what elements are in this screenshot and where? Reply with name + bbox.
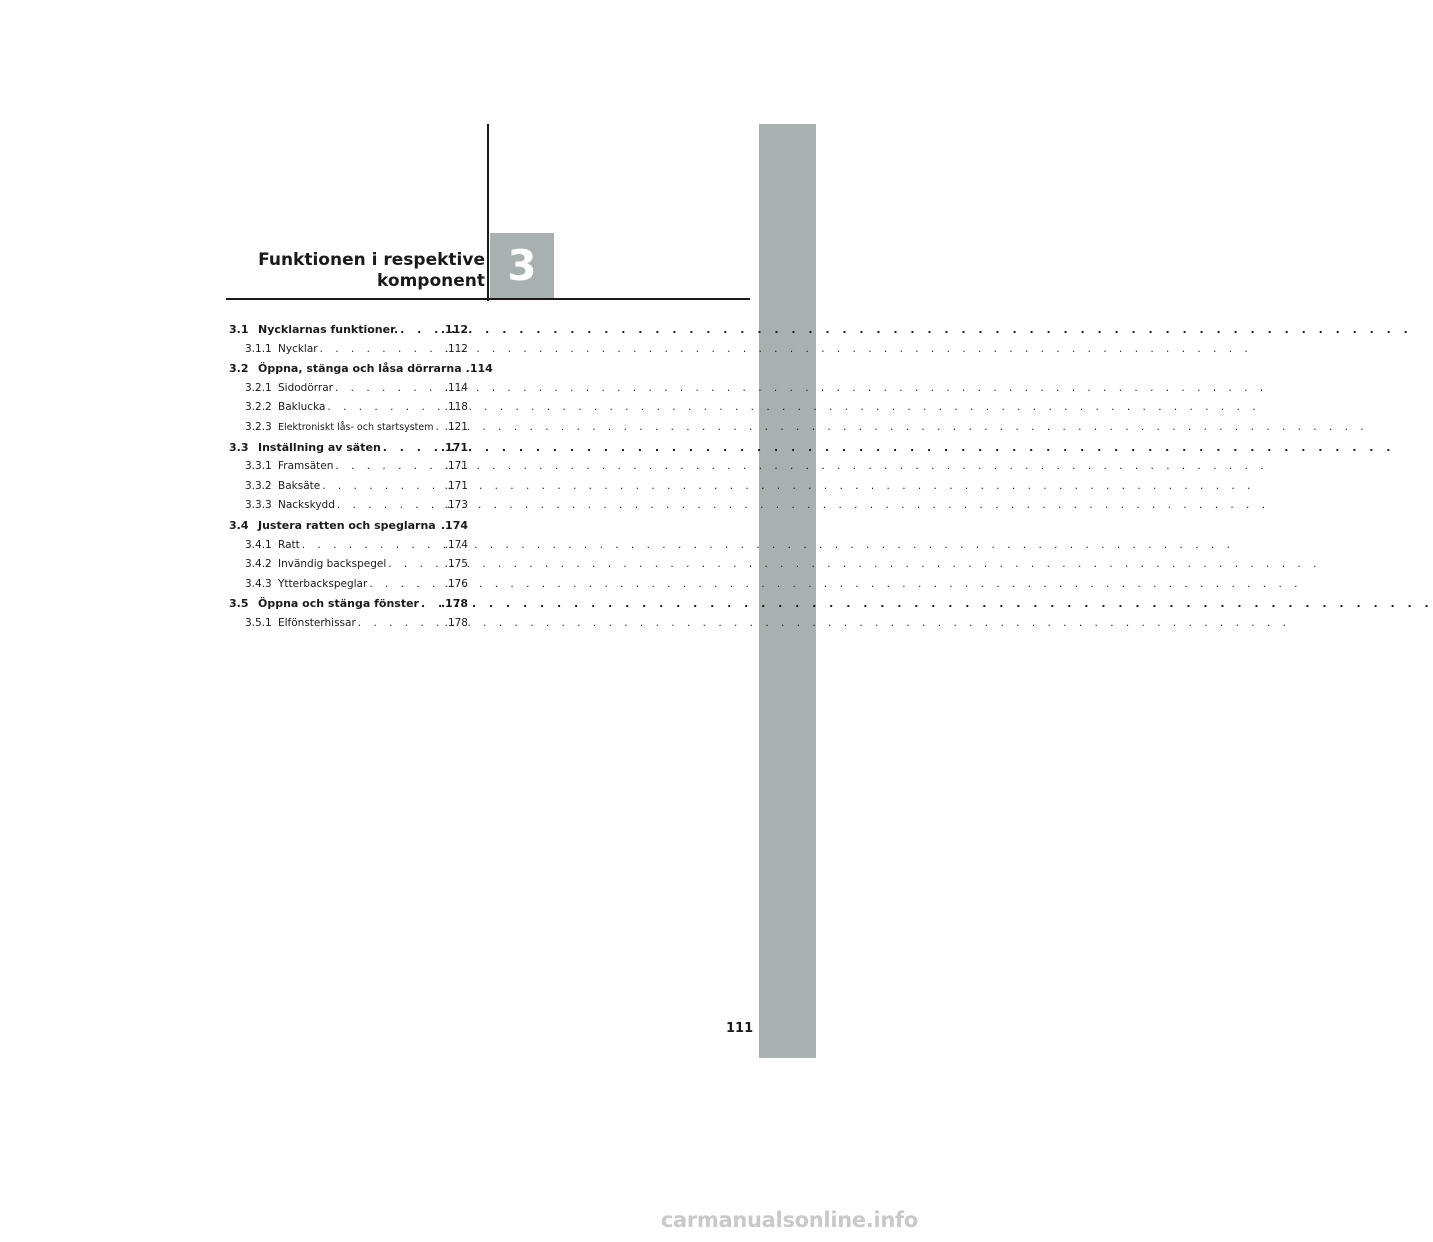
toc-entry[interactable] (229, 457, 468, 477)
toc-leader-dots (327, 398, 442, 418)
toc-leader-dots (438, 516, 439, 536)
toc-leader-dots (435, 418, 442, 438)
toc-entry[interactable] (229, 477, 468, 497)
toc-entry-number: 3.4.3 (245, 577, 272, 590)
chapter-title-line2: komponent (377, 271, 485, 291)
toc-entry-page: .114 (444, 381, 468, 394)
toc-entry-page: .171 (440, 440, 468, 454)
toc-entry[interactable] (229, 536, 468, 556)
toc-entry-number: 3.3.2 (245, 479, 272, 492)
toc-entry[interactable] (229, 516, 468, 536)
toc-leader-dots (388, 555, 442, 575)
toc-entry[interactable] (229, 418, 468, 438)
toc-entry-number: 3.1 (229, 323, 249, 336)
watermark: carmanualsonline.info (660, 1208, 918, 1232)
toc-entry-number: 3.2.2 (245, 401, 272, 414)
toc-entry-number: 3.2.3 (245, 420, 272, 433)
toc-entry-number: 3.4.2 (245, 558, 272, 571)
chapter-number-box (490, 233, 554, 298)
toc-entry-number: 3.4.1 (245, 538, 272, 551)
toc-leader-dots (421, 594, 439, 614)
chapter-number: 3 (507, 241, 537, 290)
toc-entry-page: .112 (444, 342, 468, 355)
toc-entry[interactable] (229, 320, 468, 340)
toc-leader-dots (358, 614, 443, 634)
toc-leader-dots (320, 340, 443, 360)
toc-entry-page: .114 (465, 362, 493, 376)
chapter-title-line1: Funktionen i respektive (258, 250, 485, 270)
toc-entry-label: Justera ratten och speglarna (258, 518, 436, 532)
toc-entry-number: 3.3.1 (245, 460, 272, 473)
toc-entry-page: .176 (444, 577, 468, 590)
toc-entry-number: 3.4 (229, 518, 249, 532)
toc-entry-page: .175 (444, 558, 468, 571)
toc-entry[interactable] (229, 594, 468, 614)
toc-entry[interactable] (229, 398, 468, 418)
toc-entry-label: Nycklar (278, 342, 318, 355)
toc-entry-label: Nackskydd (278, 499, 335, 512)
chapter-side-tab (759, 124, 816, 1058)
toc-entry-page: .178 (444, 616, 468, 629)
toc-entry-number: 3.3.3 (245, 499, 272, 512)
page-number: 111 (726, 1021, 754, 1036)
toc-leader-dots (335, 379, 443, 399)
toc-entry-label: Sidodörrar (278, 381, 333, 394)
toc-entry-label: Inställning av säten (258, 440, 381, 454)
toc-leader-dots (369, 575, 442, 595)
toc-entry[interactable] (229, 359, 493, 379)
toc-entry-number: 3.2 (229, 362, 249, 376)
toc-entry-page: .171 (444, 479, 468, 492)
toc-entry[interactable] (229, 614, 468, 634)
toc-entry-page: .178 (440, 597, 468, 611)
toc-entry-number: 3.5 (229, 597, 249, 611)
toc-leader-dots (322, 477, 442, 497)
toc-entry[interactable] (229, 496, 468, 516)
toc-entry-label: Framsäten (278, 460, 334, 473)
toc-entry-number: 3.1.1 (245, 342, 272, 355)
toc-leader-dots (400, 320, 439, 340)
toc-entry-label: Baksäte (278, 479, 321, 492)
toc-leader-dots (335, 457, 442, 477)
toc-entry-number: 3.5.1 (245, 616, 272, 629)
toc-entry-label: Ytterbackspeglar (278, 577, 368, 590)
toc-entry-label: Öppna och stänga fönster (258, 597, 419, 611)
toc-entry-page: .121 (444, 420, 468, 433)
chapter-title (258, 250, 485, 292)
toc-entry-page: .112 (440, 323, 468, 336)
toc-entry-page: .171 (444, 460, 468, 473)
toc-entry[interactable] (229, 438, 468, 458)
toc-entry-number: 3.3 (229, 440, 249, 454)
toc-entry[interactable] (229, 575, 468, 595)
table-of-contents (229, 320, 493, 634)
toc-entry-page: .118 (444, 401, 468, 414)
header-horizontal-rule (226, 298, 750, 300)
toc-entry-label: Elektroniskt lås- och startsystem (278, 421, 434, 433)
toc-entry-number: 3.2.1 (245, 381, 272, 394)
toc-entry-page: .174 (444, 538, 468, 551)
toc-entry-label: Elfönsterhissar (278, 616, 356, 629)
toc-entry-label: Ratt (278, 538, 300, 551)
toc-entry-label: Invändig backspegel (278, 558, 387, 571)
toc-entry-page: .174 (440, 518, 468, 532)
toc-leader-dots (337, 496, 443, 516)
toc-entry-label: Nycklarnas funktioner. (258, 323, 399, 336)
toc-entry-label: Öppna, stänga och låsa dörrarna (258, 362, 462, 376)
toc-leader-dots (302, 536, 443, 556)
header-vertical-rule (487, 124, 489, 301)
toc-entry-label: Baklucka (278, 401, 326, 414)
toc-entry[interactable] (229, 379, 468, 399)
toc-entry-page: .173 (444, 499, 468, 512)
toc-leader-dots (383, 438, 439, 458)
toc-entry[interactable] (229, 340, 468, 360)
toc-entry[interactable] (229, 555, 468, 575)
